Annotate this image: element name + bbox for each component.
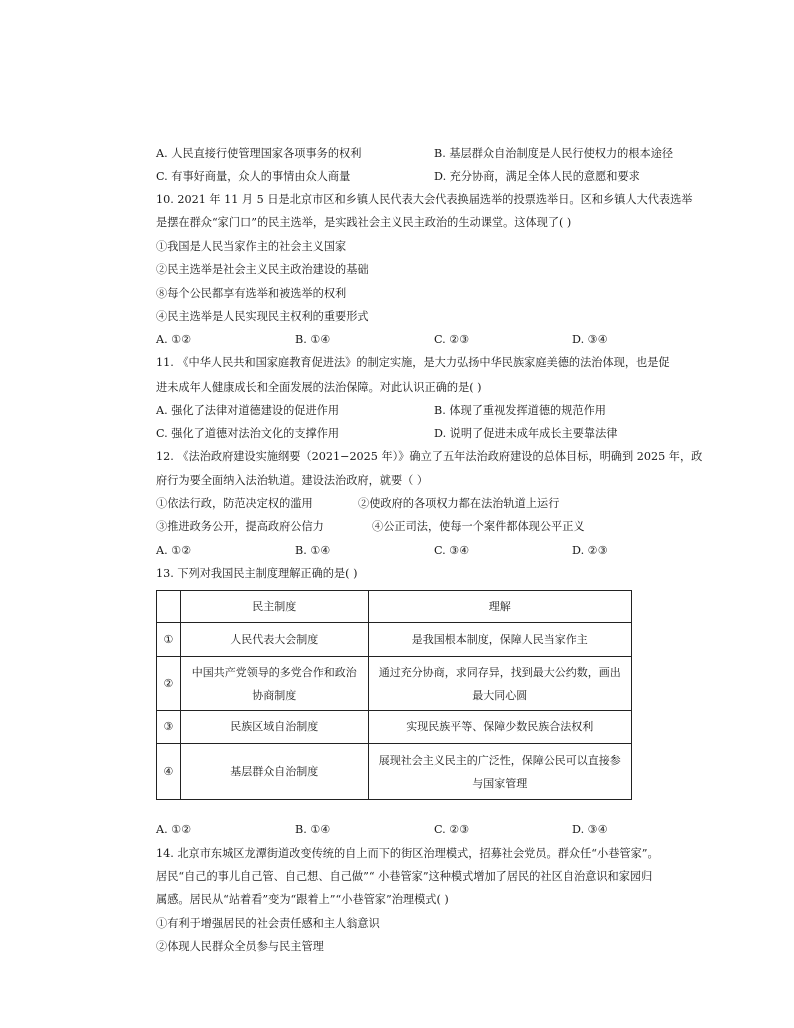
q12-option-b[interactable]: B. ①④ xyxy=(295,544,331,557)
q12-item-4: ④公正司法，使每一个案件都体现公平正义 xyxy=(372,520,585,533)
row-understanding: 通过充分协商，求同存异，找到最大公约数，画出最大同心圆 xyxy=(368,657,631,711)
q12-option-d[interactable]: D. ②③ xyxy=(572,544,608,557)
q11-stem-line-1: 11. 《中华人民共和国家庭教育促进法》的制定实施，是大力弘扬中华民族家庭美德的法治体现，也是促 xyxy=(156,356,670,369)
row-number: ③ xyxy=(157,711,181,744)
q13-option-a[interactable]: A. ①② xyxy=(156,823,192,836)
q10-option-d[interactable]: D. ③④ xyxy=(572,333,608,346)
table-row xyxy=(157,623,632,657)
q14-item-1: ①有利于增强居民的社会责任感和主人翁意识 xyxy=(156,917,380,930)
table-row xyxy=(157,744,632,800)
table-header-row xyxy=(157,591,632,623)
q11-stem-line-2: 进未成年人健康成长和全面发展的法治保障。对此认识正确的是( ) xyxy=(156,381,482,394)
row-understanding: 是我国根本制度，保障人民当家作主 xyxy=(368,623,631,657)
q10-option-a[interactable]: A. ①② xyxy=(156,333,192,346)
q12-item-3: ③推进政务公开，提高政府公信力 xyxy=(156,520,324,533)
q11-option-a[interactable]: A. 强化了法律对道德建设的促进作用 xyxy=(156,404,340,417)
q10-item-4: ④民主选举是人民实现民主权利的重要形式 xyxy=(156,310,369,323)
q10-option-c[interactable]: C. ②③ xyxy=(434,333,470,346)
row-understanding: 实现民族平等、保障少数民族合法权利 xyxy=(368,711,631,744)
q11-option-c[interactable]: C. 强化了道德对法治文化的支撑作用 xyxy=(156,427,340,440)
row-number: ① xyxy=(157,623,181,657)
q12-item-2: ②使政府的各项权力都在法治轨道上运行 xyxy=(358,497,560,510)
q10-item-2: ②民主选举是社会主义民主政治建设的基础 xyxy=(156,263,369,276)
table-row xyxy=(157,711,632,744)
q13-stem: 13. 下列对我国民主制度理解正确的是( ) xyxy=(156,567,358,580)
q14-stem-line-1: 14. 北京市东城区龙潭街道改变传统的自上而下的街区治理模式，招募社会党员。群众任“小巷管家”。 xyxy=(156,847,659,860)
q9-option-b[interactable]: B. 基层群众自治制度是人民行使权力的根本途径 xyxy=(434,147,674,160)
row-number: ④ xyxy=(157,744,181,800)
q14-item-2: ②体现人民群众全员参与民主管理 xyxy=(156,940,324,953)
q9-option-c[interactable]: C. 有事好商量，众人的事情由众人商量 xyxy=(156,170,351,183)
table-row xyxy=(157,657,632,711)
q10-stem-line-2: 是摆在群众“家门口”的民主选举，是实践社会主义民主政治的生动课堂。这体现了( ) xyxy=(156,216,572,229)
table-header-system: 民主制度 xyxy=(180,591,368,623)
table-header-blank xyxy=(157,591,181,623)
q10-item-3: ⑧每个公民都享有选举和被选举的权利 xyxy=(156,287,347,300)
row-understanding: 展现社会主义民主的广泛性，保障公民可以直接参与国家管理 xyxy=(368,744,631,800)
democracy-systems-table xyxy=(156,590,632,800)
q14-stem-line-3: 属感。居民从“站着看”变为“跟着上”“小巷管家”治理模式( ) xyxy=(156,893,449,906)
row-system: 基层群众自治制度 xyxy=(180,744,368,800)
row-system: 中国共产党领导的多党合作和政治协商制度 xyxy=(180,657,368,711)
q13-option-c[interactable]: C. ②③ xyxy=(434,823,470,836)
q10-item-1: ①我国是人民当家作主的社会主义国家 xyxy=(156,240,347,253)
row-system: 人民代表大会制度 xyxy=(180,623,368,657)
row-number: ② xyxy=(157,657,181,711)
q14-stem-line-2: 居民“自己的事儿自己管、自己想、自己做”“ 小巷管家”这种模式增加了居民的社区自治意识和家园归 xyxy=(156,870,653,883)
q12-item-1: ①依法行政，防范决定权的滥用 xyxy=(156,497,313,510)
q11-option-b[interactable]: B. 体现了重视发挥道德的规范作用 xyxy=(434,404,606,417)
row-system: 民族区域自治制度 xyxy=(180,711,368,744)
q13-option-d[interactable]: D. ③④ xyxy=(572,823,608,836)
q12-option-c[interactable]: C. ③④ xyxy=(434,544,470,557)
q9-option-d[interactable]: D. 充分协商，满足全体人民的意愿和要求 xyxy=(434,170,640,183)
q10-stem-line-1: 10. 2021 年 11 月 5 日是北京市区和乡镇人民代表大会代表换届选举的投票选举日。区和乡镇人大代表选举 xyxy=(156,193,693,206)
q12-option-a[interactable]: A. ①② xyxy=(156,544,192,557)
q11-option-d[interactable]: D. 说明了促进未成年成长主要靠法律 xyxy=(434,427,618,440)
q12-stem-line-1: 12. 《法治政府建设实施纲要（2021−2025 年）》确立了五年法治政府建设的总体目标，明确到 2025 年，政 xyxy=(156,450,703,463)
q10-option-b[interactable]: B. ①④ xyxy=(295,333,331,346)
q12-stem-line-2: 府行为要全面纳入法治轨道。建设法治政府，就要（ ） xyxy=(156,474,429,487)
q13-option-b[interactable]: B. ①④ xyxy=(295,823,331,836)
table-header-understanding: 理解 xyxy=(368,591,631,623)
q9-option-a[interactable]: A. 人民直接行使管理国家各项事务的权利 xyxy=(156,147,362,160)
